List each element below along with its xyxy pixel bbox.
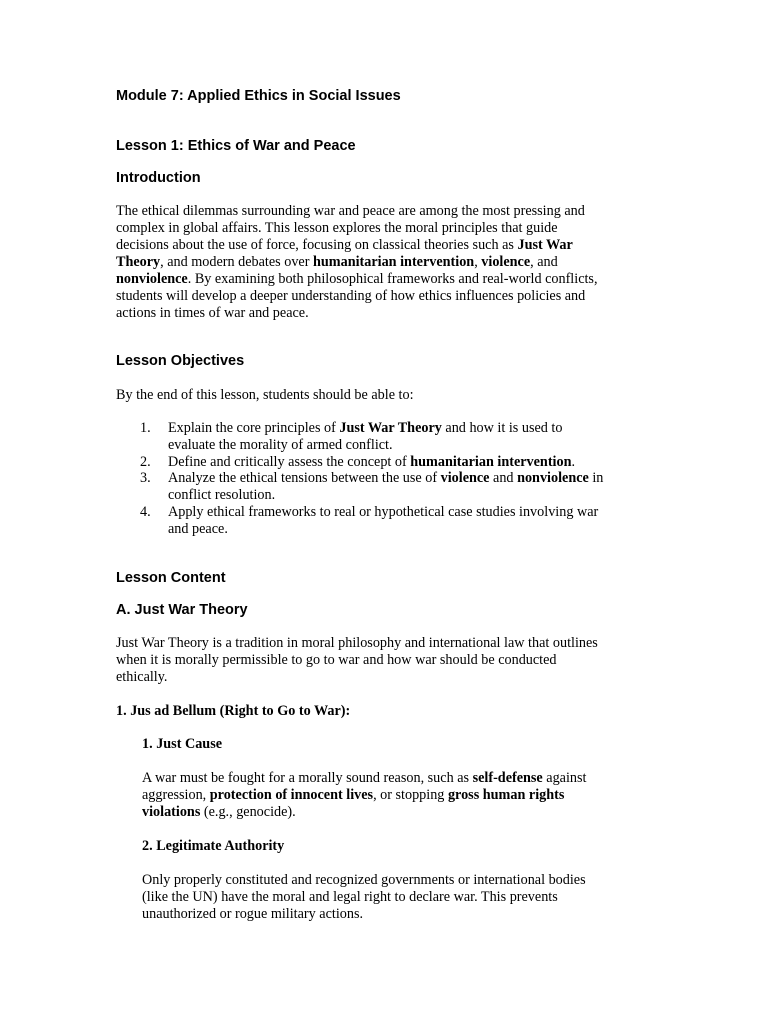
legitimate-authority-heading: 2. Legitimate Authority bbox=[142, 838, 285, 854]
section-a-line: when it is morally permissible to go to war and how war should be conducted bbox=[116, 652, 557, 668]
jus-ad-bellum-heading: 1. Jus ad Bellum (Right to Go to War): bbox=[116, 703, 351, 719]
list-item: 3. Analyze the ethical tensions between the use of violence and nonviolence in conflict resolution. bbox=[140, 470, 604, 503]
list-item: 4. Apply ethical frameworks to real or hypothetical case studies involving war and peace. bbox=[140, 504, 599, 537]
section-a-line: ethically. bbox=[116, 669, 168, 685]
list-item: 2. Define and critically assess the concept of humanitarian intervention. bbox=[140, 454, 576, 470]
section-a-heading: A. Just War Theory bbox=[116, 602, 248, 618]
content-heading: Lesson Content bbox=[116, 570, 226, 586]
introduction-heading: Introduction bbox=[116, 170, 201, 186]
objectives-heading: Lesson Objectives bbox=[116, 353, 245, 369]
section-a-line: Just War Theory is a tradition in moral philosophy and international law that outlines bbox=[116, 635, 598, 651]
intro-line: Theory, and modern debates over humanitarian intervention, violence, and bbox=[116, 254, 558, 270]
intro-line: actions in times of war and peace. bbox=[116, 305, 309, 321]
legitimate-authority-line: (like the UN) have the moral and legal right to declare war. This prevents bbox=[142, 889, 558, 905]
just-cause-line: A war must be fought for a morally sound reason, such as self-defense against bbox=[142, 770, 587, 786]
lesson-title: Lesson 1: Ethics of War and Peace bbox=[116, 138, 356, 154]
module-title: Module 7: Applied Ethics in Social Issues bbox=[116, 88, 401, 104]
intro-line: decisions about the use of force, focusing on classical theories such as Just War bbox=[116, 237, 573, 253]
intro-line: The ethical dilemmas surrounding war and peace are among the most pressing and bbox=[116, 203, 585, 219]
just-cause-line: violations (e.g., genocide). bbox=[142, 804, 296, 820]
just-cause-heading: 1. Just Cause bbox=[142, 736, 223, 752]
intro-line: students will develop a deeper understanding of how ethics influences policies and bbox=[116, 288, 586, 304]
intro-line: complex in global affairs. This lesson explores the moral principles that guide bbox=[116, 220, 558, 236]
list-item: 1. Explain the core principles of Just War Theory and how it is used to evaluate the morality of armed conflict. bbox=[140, 420, 563, 453]
just-cause-line: aggression, protection of innocent lives, or stopping gross human rights bbox=[142, 787, 565, 803]
legitimate-authority-line: Only properly constituted and recognized governments or international bodies bbox=[142, 872, 586, 888]
objectives-intro: By the end of this lesson, students should be able to: bbox=[116, 387, 414, 403]
legitimate-authority-line: unauthorized or rogue military actions. bbox=[142, 906, 364, 922]
intro-line: nonviolence. By examining both philosophical frameworks and real-world conflicts, bbox=[116, 271, 598, 287]
